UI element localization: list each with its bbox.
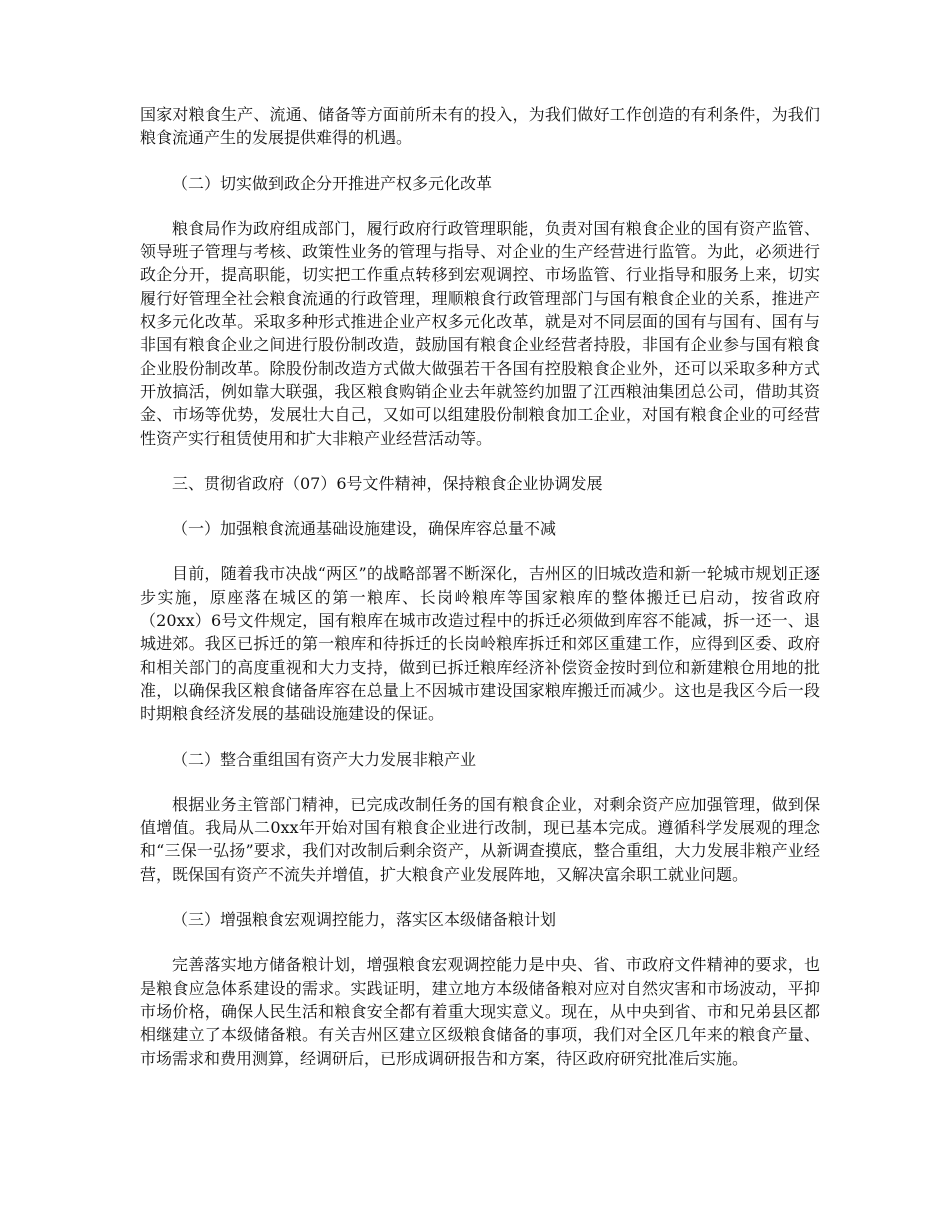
paragraph-reserves: 完善落实地方储备粮计划，增强粮食宏观调控能力是中央、省、市政府文件精神的要求，也是粮食应急体系建设的需求。实践证明，建立地方本级储备粮对应对自然灾害和市场波动，平抑市场价格，确保人民生活和粮食安全都有着重大现实意义。现在，从中央到省、市和兄弟县区都相继建立了本级储备粮。有关吉州区建立区级粮食储备的事项，我们对全区几年来的粮食产量、市场需求和费用测算，经调研后，已形成调研报告和方案，待区政府研究批准后实施。 (140, 955, 820, 1068)
paragraph-reform: 粮食局作为政府组成部门，履行政府行政管理职能，负责对国有粮食企业的国有资产监管、领导班子管理与考核、政策性业务的管理与指导、对企业的生产经营进行监管。为此，必须进行政企分开，提高职能，切实把工作重点转移到宏观调控、市场监管、行业指导和服务上来，切实履行好管理全社会粮食流通的行政管理，理顺粮食行政管理部门与国有粮食企业的关系，推进产权多元化改革。采取多种形式推进企业产权多元化改革，就是对不同层面的国有与国有、国有与非国有粮食企业之间进行股份制改造，鼓励国有粮食企业经营者持股，非国有企业参与国有粮食企业股份制改革。除股份制改造方式做大做强若干各国有控股粮食企业外，还可以采取多种方式开放搞活，例如靠大联强，我区粮食购销企业去年就签约加盟了江西粮油集团总公司，借助其资金、市场等优势，发展壮大自己，又如可以组建股份制粮食加工企业，对国有粮食企业的可经营性资产实行租赁使用和扩大非粮产业经营活动等。 (140, 218, 820, 448)
section-heading-3-2-restructure: （二）整合重组国有资产大力发展非粮产业 (172, 749, 477, 769)
paragraph-infrastructure: 目前，随着我市决战“两区”的战略部署不断深化，吉州区的旧城改造和新一轮城市规划正逐步实施，原座落在城区的第一粮库、长岗岭粮库等国家粮库的整体搬迁已启动，按省政府（20xx）6号文件规定，国有粮库在城市改造过程中的拆迁必须做到库容不能减，拆一还一、退城进郊。我区已拆迁的第一粮库和待拆迁的长岗岭粮库拆迁和郊区重建工作，应得到区委、政府和相关部门的高度重视和大力支持，做到已拆迁粮库经济补偿资金按时到位和新建粮仓用地的批准，以确保我区粮食储备库容在总量上不因城市建设国家粮库搬迁而减少。这也是我区今后一段时期粮食经济发展的基础设施建设的保证。 (140, 564, 820, 724)
section-heading-3-coordination: 三、贯彻省政府（07）6号文件精神，保持粮食企业协调发展 (172, 473, 603, 493)
section-heading-3-1-infrastructure: （一）加强粮食流通基础设施建设，确保库容总量不减 (172, 519, 557, 539)
section-heading-3-3-reserves: （三）增强粮食宏观调控能力，落实区本级储备粮计划 (172, 910, 557, 930)
document-page (140, 103, 820, 1092)
paragraph-restructure: 根据业务主管部门精神，已完成改制任务的国有粮食企业，对剩余资产应加强管理，做到保值增值。我局从二0xx年开始对国有粮食企业进行改制，现已基本完成。遵循科学发展观的理念和“三保一弘扬”要求，我们对改制后剩余资产，从新调查摸底，整合重组，大力发展非粮产业经营，既保国有资产不流失并增值，扩大粮食产业发展阵地，又解决富余职工就业问题。 (140, 794, 820, 884)
section-heading-2-separation: （二）切实做到政企分开推进产权多元化改革 (172, 173, 493, 193)
paragraph-intro-continuation: 国家对粮食生产、流通、储备等方面前所未有的投入，为我们做好工作创造的有利条件，为我们粮食流通产生的发展提供难得的机遇。 (140, 105, 820, 148)
